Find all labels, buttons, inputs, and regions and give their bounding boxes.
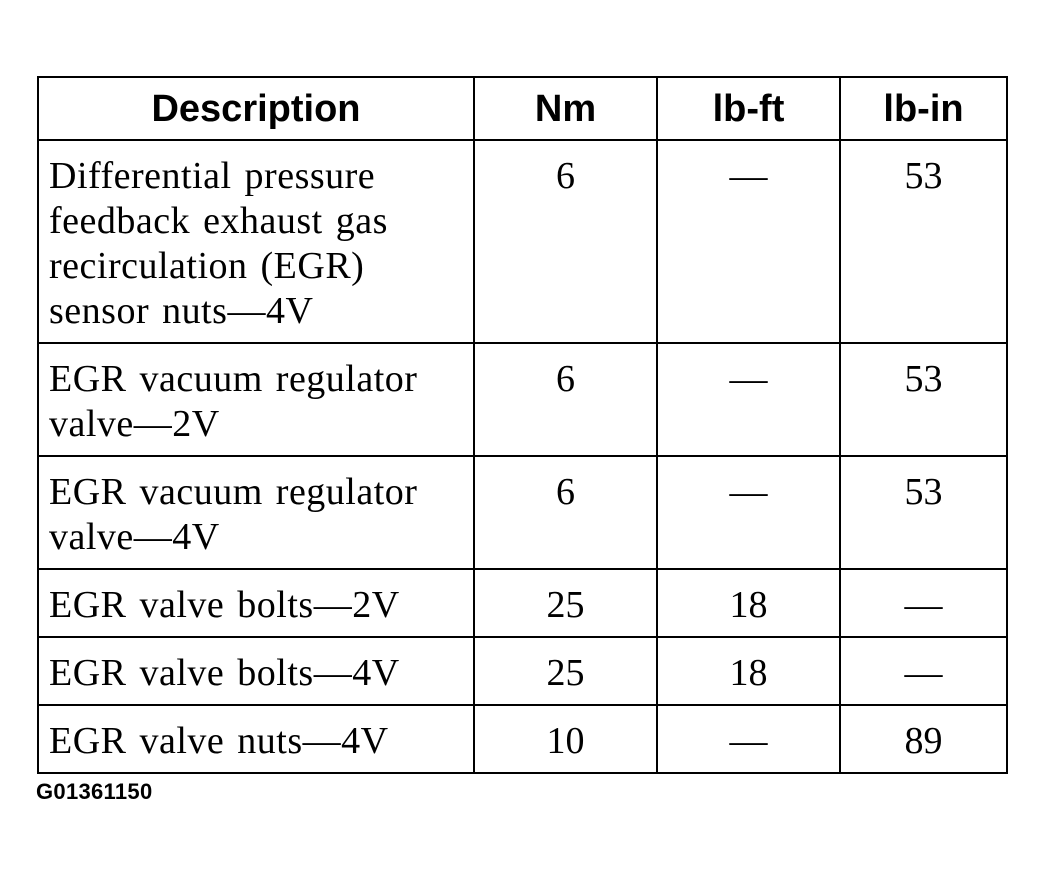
cell-lb-ft: — bbox=[657, 456, 840, 569]
table-row bbox=[38, 569, 1007, 637]
column-header-nm: Nm bbox=[474, 77, 657, 140]
cell-nm: 6 bbox=[474, 456, 657, 569]
cell-lb-in: 53 bbox=[840, 140, 1007, 343]
cell-description: EGR vacuum regulator valve—2V bbox=[38, 343, 474, 456]
torque-spec-table bbox=[37, 76, 1008, 774]
cell-description: Differential pressure feedback exhaust gas recirculation (EGR) sensor nuts—4V bbox=[38, 140, 474, 343]
table-row bbox=[38, 705, 1007, 773]
cell-lb-ft: 18 bbox=[657, 637, 840, 705]
cell-description: EGR valve nuts—4V bbox=[38, 705, 474, 773]
cell-lb-in: — bbox=[840, 569, 1007, 637]
cell-nm: 25 bbox=[474, 637, 657, 705]
cell-lb-in: — bbox=[840, 637, 1007, 705]
column-header-lb-in: lb-in bbox=[840, 77, 1007, 140]
cell-description: EGR valve bolts—2V bbox=[38, 569, 474, 637]
table-row bbox=[38, 140, 1007, 343]
cell-lb-ft: — bbox=[657, 140, 840, 343]
cell-description: EGR vacuum regulator valve—4V bbox=[38, 456, 474, 569]
cell-lb-in: 53 bbox=[840, 343, 1007, 456]
cell-description: EGR valve bolts—4V bbox=[38, 637, 474, 705]
cell-nm: 6 bbox=[474, 343, 657, 456]
cell-nm: 10 bbox=[474, 705, 657, 773]
cell-nm: 25 bbox=[474, 569, 657, 637]
cell-lb-ft: — bbox=[657, 705, 840, 773]
table-row bbox=[38, 637, 1007, 705]
figure-id-caption: G01361150 bbox=[36, 779, 153, 804]
table-header-row bbox=[38, 77, 1007, 140]
cell-nm: 6 bbox=[474, 140, 657, 343]
table-row bbox=[38, 456, 1007, 569]
column-header-lb-ft: lb-ft bbox=[657, 77, 840, 140]
cell-lb-in: 53 bbox=[840, 456, 1007, 569]
column-header-description: Description bbox=[38, 77, 474, 140]
cell-lb-in: 89 bbox=[840, 705, 1007, 773]
cell-lb-ft: — bbox=[657, 343, 840, 456]
table-row bbox=[38, 343, 1007, 456]
cell-lb-ft: 18 bbox=[657, 569, 840, 637]
